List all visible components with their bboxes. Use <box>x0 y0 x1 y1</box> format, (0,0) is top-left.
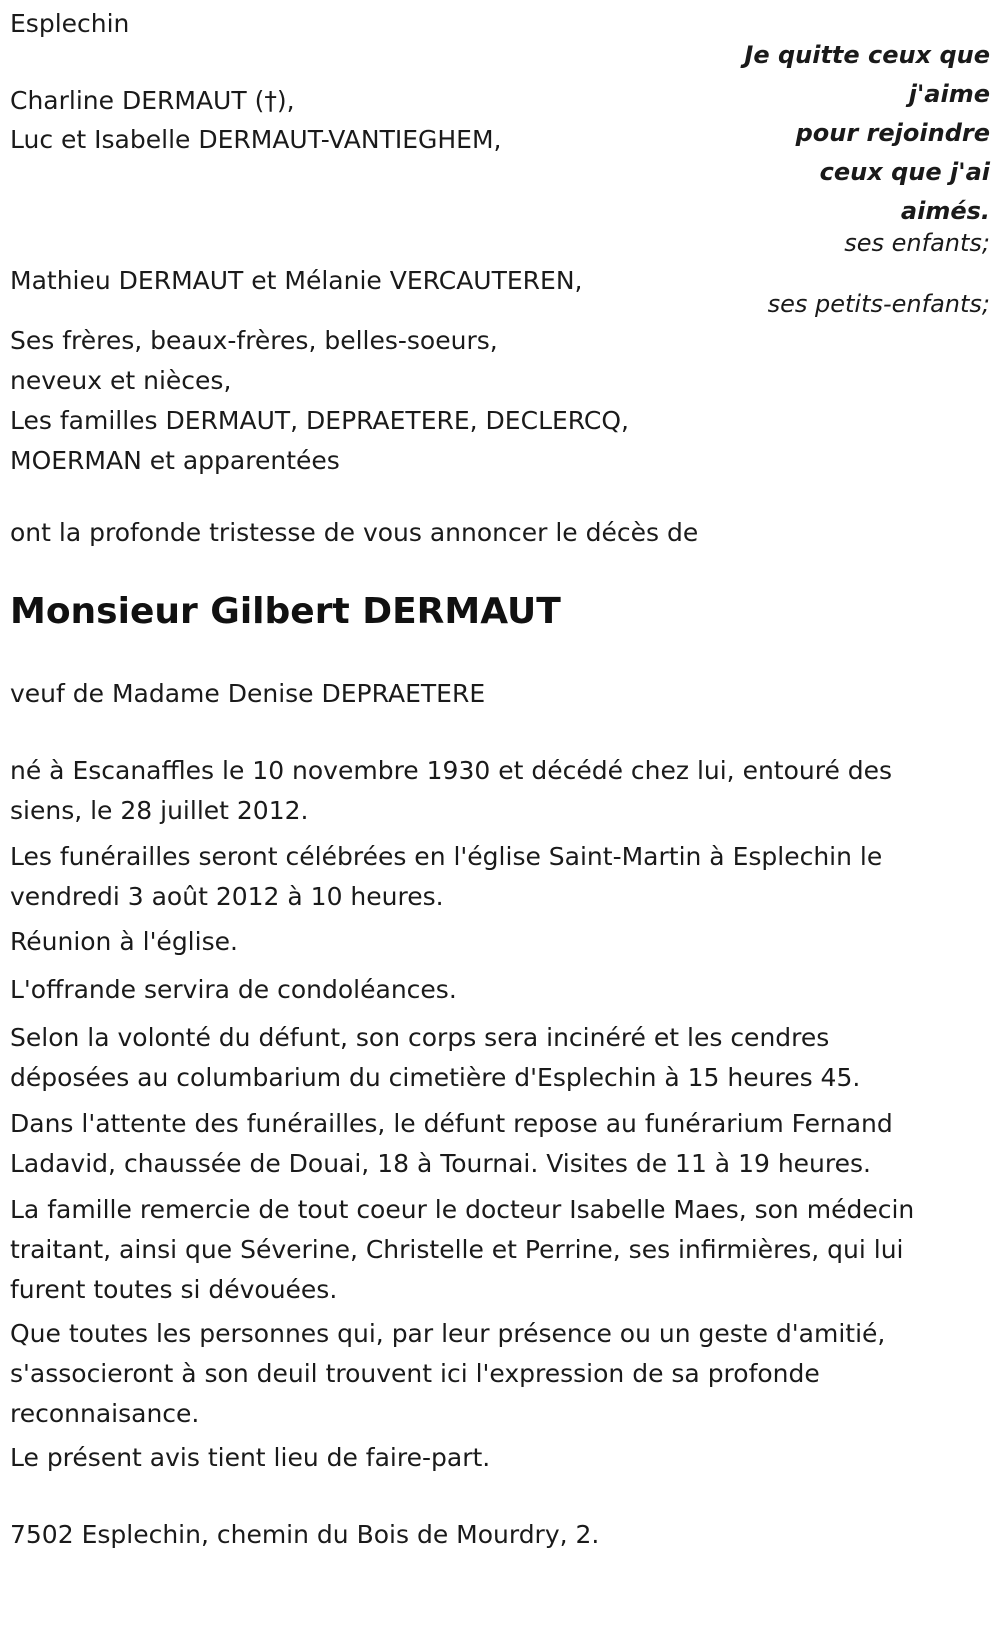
grandchildren-role: ses petits-enfants; <box>767 290 990 318</box>
paragraph-line: Les funérailles seront célébrées en l'église Saint-Martin à Esplechin le <box>10 842 883 871</box>
paragraph-line: déposées au columbarium du cimetière d'Esplechin à 15 heures 45. <box>10 1063 861 1092</box>
quote-block <box>744 36 990 231</box>
paragraph-line: s'associeront à son deuil trouvent ici l'expression de sa profonde <box>10 1359 820 1388</box>
other-family-line: MOERMAN et apparentées <box>10 446 340 475</box>
quote-line: pour rejoindre <box>795 119 990 147</box>
paragraph-line: Selon la volonté du défunt, son corps sera incinéré et les cendres <box>10 1023 830 1052</box>
location-header: Esplechin <box>10 9 130 38</box>
other-family-line: neveux et nièces, <box>10 366 232 395</box>
rest-paragraph <box>10 1104 893 1184</box>
thanks-doctor-paragraph <box>10 1190 914 1310</box>
birth-death-paragraph <box>10 751 892 831</box>
quote-line: Je quitte ceux que <box>744 41 990 69</box>
children-line-2: Luc et Isabelle DERMAUT-VANTIEGHEM, <box>10 125 502 154</box>
other-family-line: Les familles DERMAUT, DEPRAETERE, DECLERCQ, <box>10 406 629 435</box>
children-role: ses enfants; <box>844 229 990 257</box>
deceased-name: Monsieur Gilbert DERMAUT <box>10 591 561 632</box>
paragraph-line: La famille remercie de tout coeur le docteur Isabelle Maes, son médecin <box>10 1195 915 1224</box>
meeting-paragraph: Réunion à l'église. <box>10 927 238 956</box>
notice-paragraph: Le présent avis tient lieu de faire-part. <box>10 1443 491 1472</box>
quote-line: ceux que j'ai <box>819 158 990 186</box>
other-family-block <box>10 321 629 481</box>
paragraph-line: reconnaisance. <box>10 1399 200 1428</box>
paragraph-line: traitant, ainsi que Séverine, Christelle et Perrine, ses infirmières, qui lui <box>10 1235 904 1264</box>
paragraph-line: vendredi 3 août 2012 à 10 heures. <box>10 882 444 911</box>
quote-line: j'aime <box>908 80 990 108</box>
address-footer: 7502 Esplechin, chemin du Bois de Mourdry, 2. <box>10 1520 600 1549</box>
paragraph-line: siens, le 28 juillet 2012. <box>10 796 309 825</box>
paragraph-line: furent toutes si dévouées. <box>10 1275 338 1304</box>
thanks-all-paragraph <box>10 1314 885 1434</box>
offering-paragraph: L'offrande servira de condoléances. <box>10 975 457 1004</box>
grandchildren-line: Mathieu DERMAUT et Mélanie VERCAUTEREN, <box>10 266 583 295</box>
cremation-paragraph <box>10 1018 860 1098</box>
widower-of: veuf de Madame Denise DEPRAETERE <box>10 679 486 708</box>
funeral-paragraph <box>10 837 882 917</box>
announcement-intro: ont la profonde tristesse de vous annoncer le décès de <box>10 518 699 547</box>
other-family-line: Ses frères, beaux-frères, belles-soeurs, <box>10 326 498 355</box>
paragraph-line: Dans l'attente des funérailles, le défunt repose au funérarium Fernand <box>10 1109 893 1138</box>
paragraph-line: né à Escanaffles le 10 novembre 1930 et décédé chez lui, entouré des <box>10 756 893 785</box>
paragraph-line: Que toutes les personnes qui, par leur présence ou un geste d'amitié, <box>10 1319 886 1348</box>
paragraph-line: Ladavid, chaussée de Douai, 18 à Tournai. Visites de 11 à 19 heures. <box>10 1149 871 1178</box>
quote-line: aimés. <box>900 197 990 225</box>
children-line-1: Charline DERMAUT (†), <box>10 86 295 115</box>
